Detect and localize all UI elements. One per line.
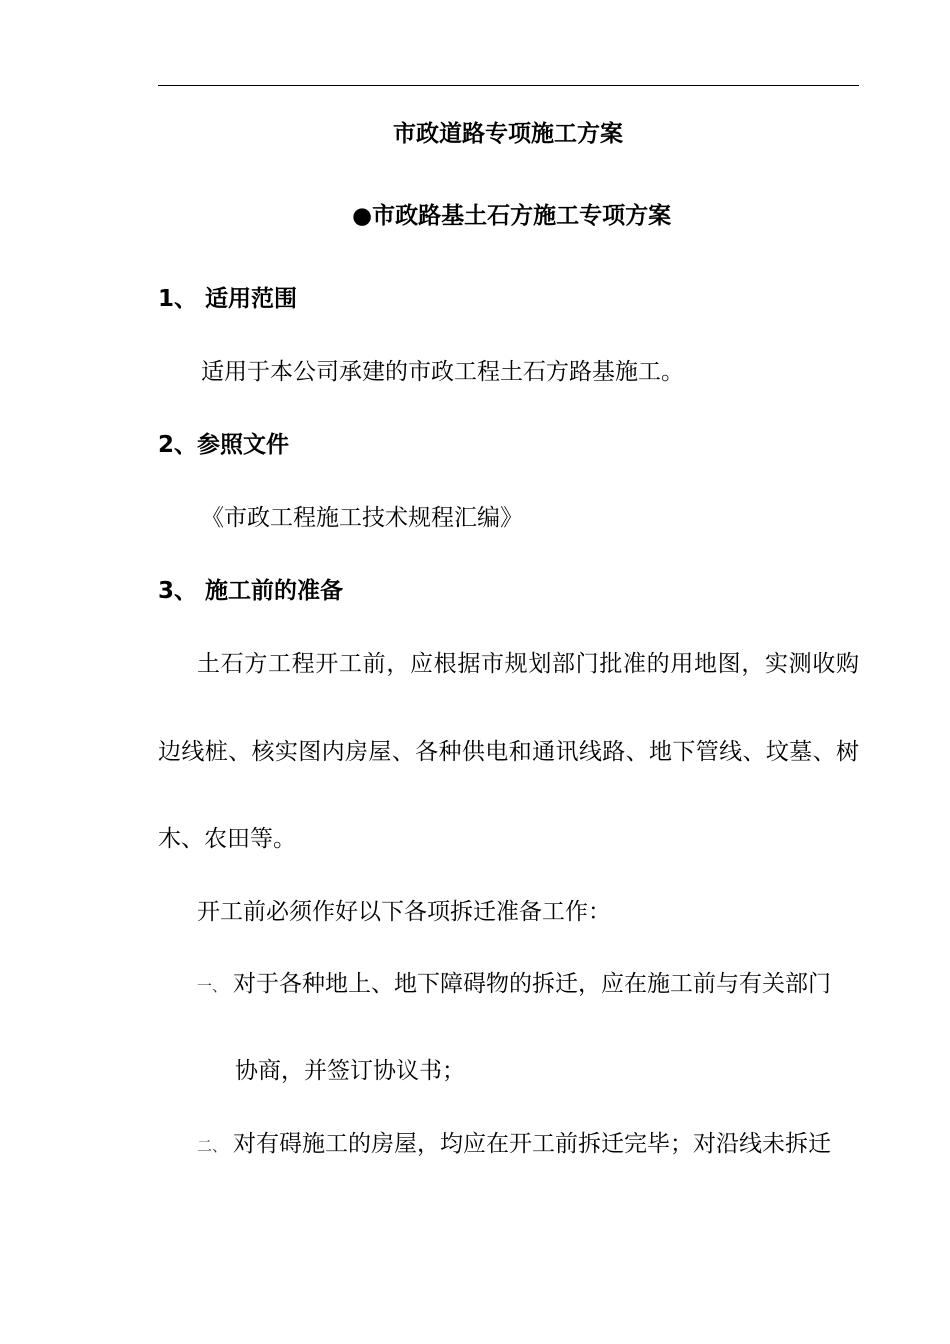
list-item-2 (197, 1129, 831, 1161)
list-item-1 (197, 969, 831, 1001)
header-rule (158, 85, 859, 86)
section-2-heading: 2、参照文件 (158, 432, 290, 458)
section-3-paragraph-line-1: 土石方工程开工前，应根据市规划部门批准的用地图，实测收购 (197, 651, 859, 677)
document-title: 市政道路专项施工方案 (393, 121, 623, 147)
section-3-intro: 开工前必须作好以下各项拆迁准备工作： (197, 899, 611, 925)
list-item-2-marker: 二、 (197, 1137, 228, 1155)
list-item-2-line-1: 对有碍施工的房屋，均应在开工前拆迁完毕；对沿线未拆迁 (233, 1131, 831, 1157)
section-1-body: 适用于本公司承建的市政工程土石方路基施工。 (201, 359, 684, 385)
section-3-heading: 3、 施工前的准备 (158, 578, 344, 604)
list-item-1-line-2: 协商，并签订协议书； (235, 1058, 465, 1084)
document-subtitle: ●市政路基土石方施工专项方案 (352, 203, 672, 229)
section-1-heading: 1、 适用范围 (158, 286, 298, 312)
list-item-1-line-1: 对于各种地上、地下障碍物的拆迁，应在施工前与有关部门 (233, 971, 831, 997)
list-item-1-marker: 一、 (197, 977, 228, 995)
section-2-body: 《市政工程施工技术规程汇编》 (201, 505, 523, 531)
section-3-paragraph-line-3: 木、农田等。 (158, 826, 296, 852)
section-3-paragraph-line-2: 边线桩、核实图内房屋、各种供电和通讯线路、地下管线、坟墓、树 (158, 739, 859, 765)
